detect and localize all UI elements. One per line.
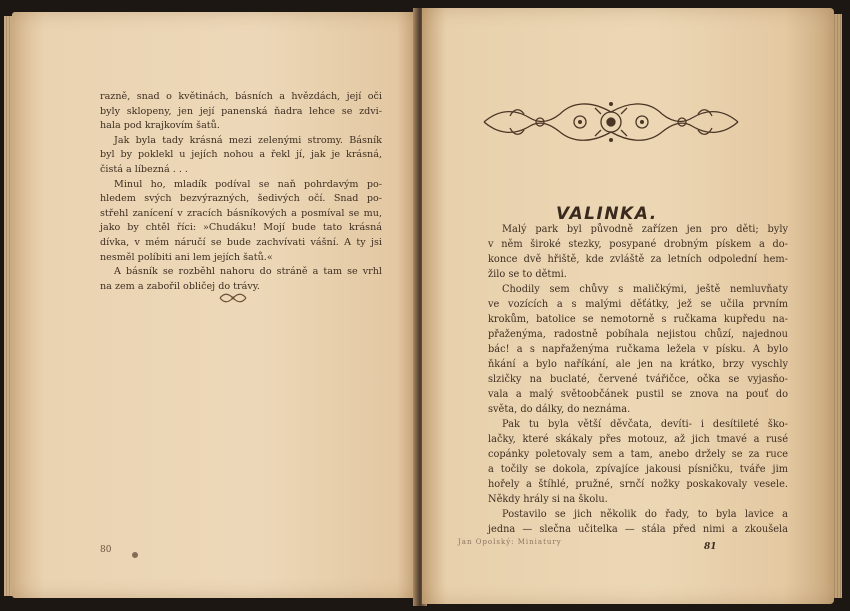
text-line: vala a malý světoobčánek pustil se znova na pouť do [488, 389, 788, 400]
text-line: čistá a líbezná . . . [100, 163, 188, 175]
right-page [422, 8, 834, 604]
text-line: copánky poletovaly sem a tam, anebo držely se za ruce [488, 449, 788, 460]
section-divider-ornament [218, 292, 248, 304]
page-number: 81 [704, 542, 717, 552]
right-page-text [488, 222, 788, 537]
text-line: byl by poklekl u jejích nohou a řekl jí, jak je krásná, [100, 149, 382, 161]
text-line: Chodily sem chůvy s maličkými, ještě nemluvňaty [502, 284, 788, 295]
text-line: hala pod krajkovím šatů. [100, 120, 220, 132]
text-line: A básník se rozběhl nahoru do stráně a tam se vrhl [114, 266, 382, 278]
text-line: Jak byla tady krásná mezi zelenými stromy. Básník [114, 134, 382, 146]
left-page-text [100, 90, 382, 294]
chapter-heading: VALINKA. [556, 204, 658, 224]
text-line: razně, snad o květinách, básních a hvězdách, její oči [100, 91, 382, 102]
page-number: 80 [100, 545, 112, 555]
text-line: nesměl políbiti ani lem jejích šatů.« [100, 251, 273, 263]
text-line: přaženýma, radostně pobíhala nejistou chůzí, najednou [488, 329, 788, 340]
floral-ornament-headpiece [480, 92, 742, 152]
text-line: a točily se dokola, zpívajíce jakousi písničku, tváře jim [488, 464, 788, 475]
text-line: hořely a štíhlé, pružné, srnčí nožky poskakovaly vesele. [488, 479, 788, 490]
text-line: v něm široké stezky, posypané drobným pískem a do- [488, 239, 788, 250]
text-line: na zem a zabořil obličej do trávy. [100, 280, 260, 292]
footer-imprint: Jan Opolský: Miniatury [458, 538, 562, 546]
text-line: Někdy hrály si na školu. [488, 494, 608, 505]
text-line: Minul ho, mladík podíval se naň pohrdavým po- [114, 178, 382, 190]
text-line: Postavilo se jich několik do řady, to byla lavice a [502, 509, 788, 520]
text-line: konce dvě hřiště, kde zvláště za letních odpolední hem- [488, 254, 788, 265]
ink-spot [132, 552, 138, 558]
text-line: krokům, batolice se nemotorně s ručkama kupředu na- [488, 314, 788, 325]
text-line: ve vozících a s malými děťátky, jež se učila prvním [488, 299, 788, 310]
text-line: jedna — slečna učitelka — stála před nimi a zkoušela [488, 524, 788, 535]
text-line: Malý park byl původně zařízen jen pro děti; byly [502, 224, 788, 235]
text-line: světa, do dálky, do neznáma. [488, 404, 631, 415]
text-line: žilo se to dětmi. [488, 269, 567, 280]
text-line: bác! a s napřaženýma ručkama ležela v písku. A bylo [488, 344, 788, 355]
text-line: hledem svých bezvýrazných, šedivých očí. Snad po- [100, 193, 382, 205]
text-line: lačky, které skákaly přes motouz, až jich tmavé a rusé [488, 434, 788, 445]
text-line: Pak tu byla větší děvčata, devíti- i desítileté ško- [502, 419, 788, 430]
text-line: byly sklopeny, jen její panenská ňadra lehce se zdvi- [100, 105, 382, 117]
text-line: střehl zanícení v zracích básníkových a posmíval se mu, [100, 207, 382, 219]
text-line: dívka, v mém náručí se bude zachvívati vášní. A ty jsi [100, 236, 382, 248]
left-page [12, 12, 417, 598]
text-line: jako by chtěl říci: »Chudáku! Mojí bude tato krásná [100, 222, 382, 234]
text-line: slzičky na buclaté, červené tvářičce, očka se vyjasňo- [488, 374, 788, 385]
text-line: ňkání a bylo naříkání, ale jen na krátko, brzy vyschly [488, 359, 788, 370]
